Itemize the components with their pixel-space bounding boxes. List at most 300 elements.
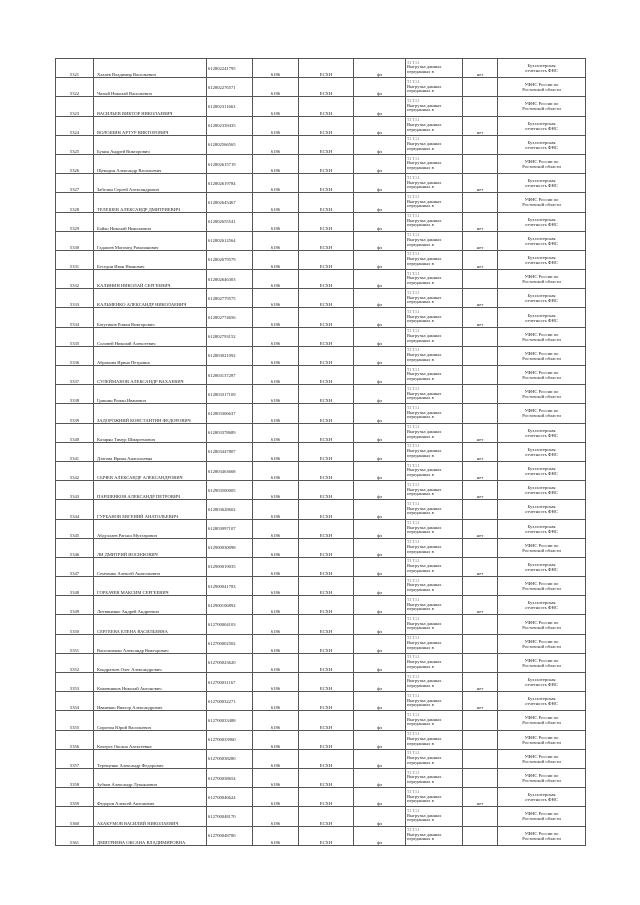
table-row	[56, 461, 586, 480]
status-cell: нет	[463, 174, 498, 193]
authority-line-2: отчетность ФНС	[525, 125, 558, 131]
authority-cell	[498, 519, 586, 538]
authority-cell	[498, 557, 586, 576]
document-header: Т.1 Т.1.1	[407, 137, 420, 142]
table-row	[56, 692, 586, 711]
document-cell	[406, 289, 463, 308]
authority-line-1: УФНС России по	[524, 370, 559, 376]
table-row	[56, 519, 586, 538]
authority-line-1: УФНС России по	[524, 773, 559, 779]
authority-cell	[498, 193, 586, 212]
tax-type-cell: ЕСХН	[299, 461, 354, 480]
row-number: 5332	[56, 270, 94, 289]
person-name: Литвиненко Андрей Андреевич	[94, 596, 207, 615]
status-cell	[463, 97, 498, 116]
document-cell	[406, 59, 463, 78]
table-row	[56, 250, 586, 269]
tax-type-cell: ЕСХН	[299, 577, 354, 596]
authority-line-1: УФНС России по	[524, 753, 559, 759]
authority-line-2: отчетность ФНС	[525, 144, 558, 150]
document-header: Т.1 Т.1.1	[407, 808, 420, 813]
registry-table	[55, 58, 586, 846]
authority-line-1: Бухгалтерская	[527, 523, 556, 529]
document-cell	[406, 788, 463, 807]
row-number: 5339	[56, 404, 94, 423]
authority-cell	[498, 97, 586, 116]
person-type-cell: фл	[354, 634, 406, 653]
table-row	[56, 193, 586, 212]
document-header: Т.1 Т.1.1	[407, 463, 420, 468]
document-cell	[406, 78, 463, 97]
tax-type-cell: ЕСХН	[299, 442, 354, 461]
person-type-cell: фл	[354, 519, 406, 538]
authority-cell	[498, 174, 586, 193]
tax-type-cell: ЕСХН	[299, 788, 354, 807]
person-name: ГОРБАЧЕВ МАКСИМ СЕРГЕЕВИЧ	[94, 577, 207, 596]
authority-line-1: Бухгалтерская	[527, 216, 556, 222]
inn-number: 612803463668	[207, 461, 253, 480]
row-number: 5346	[56, 538, 94, 557]
row-number: 5361	[56, 826, 94, 845]
authority-line-1: УФНС России по	[524, 274, 559, 280]
row-number: 5328	[56, 193, 94, 212]
table-row	[56, 577, 586, 596]
document-header: Т.1 Т.1.1	[407, 367, 420, 372]
code-cell: 6186	[253, 826, 299, 845]
row-number: 5349	[56, 596, 94, 615]
document-cell	[406, 250, 463, 269]
authority-line-2: отчетность ФНС	[525, 432, 558, 438]
person-type-cell: фл	[354, 366, 406, 385]
document-line-2: переданных в	[407, 510, 434, 516]
authority-cell	[498, 346, 586, 365]
authority-line-2: Ростовской области	[522, 816, 561, 822]
status-cell: нет	[463, 788, 498, 807]
document-cell	[406, 385, 463, 404]
document-line-1: Выгрузка данных	[407, 409, 442, 415]
person-type-cell: фл	[354, 615, 406, 634]
tax-type-cell: ЕСХН	[299, 615, 354, 634]
authority-cell	[498, 768, 586, 787]
document-line-1: Выгрузка данных	[407, 448, 442, 454]
status-cell: нет	[463, 308, 498, 327]
authority-cell	[498, 385, 586, 404]
status-cell: нет	[463, 116, 498, 135]
authority-line-2: отчетность ФНС	[525, 317, 558, 323]
authority-line-2: отчетность ФНС	[525, 509, 558, 515]
status-cell	[463, 366, 498, 385]
person-name: Васильченко Александр Викторович	[94, 634, 207, 653]
table-row	[56, 807, 586, 826]
inn-number: 612700038280	[207, 749, 253, 768]
document-line-2: переданных в	[407, 88, 434, 94]
person-type-cell: фл	[354, 442, 406, 461]
status-cell: нет	[463, 557, 498, 576]
tax-type-cell: ЕСХН	[299, 596, 354, 615]
status-cell: нет	[463, 250, 498, 269]
document-line-1: Выгрузка данных	[407, 678, 442, 684]
document-line-1: Выгрузка данных	[407, 352, 442, 358]
document-cell	[406, 749, 463, 768]
row-number: 5351	[56, 634, 94, 653]
authority-cell	[498, 481, 586, 500]
person-type-cell: фл	[354, 346, 406, 365]
document-header: Т.1 Т.1.1	[407, 770, 420, 775]
row-number: 5331	[56, 250, 94, 269]
document-line-2: переданных в	[407, 299, 434, 305]
authority-line-1: Бухгалтерская	[527, 63, 556, 69]
tax-type-cell: ЕСХН	[299, 481, 354, 500]
person-type-cell: фл	[354, 461, 406, 480]
authority-line-1: Бухгалтерская	[527, 504, 556, 510]
status-cell: нет	[463, 596, 498, 615]
document-line-2: переданных в	[407, 778, 434, 784]
registry-sheet	[55, 58, 585, 846]
row-number: 5355	[56, 711, 94, 730]
authority-line-2: отчетность ФНС	[525, 566, 558, 572]
code-cell: 6186	[253, 461, 299, 480]
table-row	[56, 826, 586, 845]
document-line-1: Выгрузка данных	[407, 390, 442, 396]
row-number: 5340	[56, 423, 94, 442]
person-type-cell: фл	[354, 577, 406, 596]
table-row	[56, 212, 586, 231]
document-line-1: Выгрузка данных	[407, 428, 442, 434]
person-name: Абдуллаев Рагыш Мухтарович	[94, 519, 207, 538]
document-header: Т.1 Т.1.1	[407, 290, 420, 295]
authority-line-1: Бухгалтерская	[527, 485, 556, 491]
document-header: Т.1 Т.1.1	[407, 348, 420, 353]
document-header: Т.1 Т.1.1	[407, 175, 420, 180]
document-line-2: переданных в	[407, 414, 434, 420]
authority-line-2: Ростовской области	[522, 355, 561, 361]
document-cell	[406, 97, 463, 116]
person-name: КАЛЬМЕНКО АЛЕКСАНДР НИКОЛАЕВИЧ	[94, 289, 207, 308]
person-name: Кожевников Николай Антонович	[94, 673, 207, 692]
row-number: 5333	[56, 289, 94, 308]
code-cell: 6186	[253, 385, 299, 404]
document-line-1: Выгрузка данных	[407, 64, 442, 70]
code-cell: 6186	[253, 807, 299, 826]
authority-line-1: Бухгалтерская	[527, 312, 556, 318]
code-cell: 6186	[253, 174, 299, 193]
authority-cell	[498, 634, 586, 653]
document-header: Т.1 Т.1.1	[407, 789, 420, 794]
table-row	[56, 481, 586, 500]
person-name: Гришин Роман Иванович	[94, 385, 207, 404]
status-cell: нет	[463, 692, 498, 711]
document-cell	[406, 826, 463, 845]
document-line-1: Выгрузка данных	[407, 83, 442, 89]
authority-line-2: отчетность ФНС	[525, 797, 558, 803]
code-cell: 6186	[253, 615, 299, 634]
row-number: 5344	[56, 500, 94, 519]
authority-cell	[498, 596, 586, 615]
authority-cell	[498, 423, 586, 442]
person-name: ПАРШЕНКОВ АЛЕКСАНДР ПЕТРОВИЧ	[94, 481, 207, 500]
inn-number: 612803306637	[207, 404, 253, 423]
document-line-2: переданных в	[407, 68, 434, 74]
row-number: 5348	[56, 577, 94, 596]
inn-number: 612700023620	[207, 653, 253, 672]
document-line-2: переданных в	[407, 337, 434, 343]
document-header: Т.1 Т.1.1	[407, 444, 420, 449]
tax-type-cell: ЕСХН	[299, 730, 354, 749]
tax-type-cell: ЕСХН	[299, 327, 354, 346]
document-line-2: переданных в	[407, 682, 434, 688]
table-row	[56, 404, 586, 423]
person-name: ЗАДОРОЖНИЙ КОНСТАНТИН ФЕДОРОВИЧ	[94, 404, 207, 423]
table-row	[56, 557, 586, 576]
status-cell	[463, 404, 498, 423]
document-cell	[406, 154, 463, 173]
row-number: 5334	[56, 308, 94, 327]
inn-number: 612802793152	[207, 327, 253, 346]
person-name: СЕРГЕЕВА ЕЛЕНА ВАСИЛЬЕВНА	[94, 615, 207, 634]
authority-cell	[498, 59, 586, 78]
authority-line-1: УФНС России по	[524, 715, 559, 721]
document-line-2: переданных в	[407, 721, 434, 727]
tax-type-cell: ЕСХН	[299, 174, 354, 193]
person-name: Зубков Александр Лукьянович	[94, 768, 207, 787]
tax-type-cell: ЕСХН	[299, 212, 354, 231]
person-type-cell: фл	[354, 673, 406, 692]
document-cell	[406, 615, 463, 634]
authority-line-2: Ростовской области	[522, 106, 561, 112]
row-number: 5324	[56, 116, 94, 135]
person-type-cell: фл	[354, 135, 406, 154]
authority-line-1: Бухгалтерская	[527, 120, 556, 126]
person-type-cell: фл	[354, 768, 406, 787]
row-number: 5343	[56, 481, 94, 500]
authority-line-1: Бухгалтерская	[527, 696, 556, 702]
authority-line-2: Ростовской области	[522, 87, 561, 93]
inn-number: 612700031167	[207, 673, 253, 692]
row-number: 5358	[56, 768, 94, 787]
document-line-2: переданных в	[407, 375, 434, 381]
document-header: Т.1 Т.1.1	[407, 482, 420, 487]
authority-line-2: Ростовской области	[522, 739, 561, 745]
tax-type-cell: ЕСХН	[299, 78, 354, 97]
inn-number: 612803021092	[207, 346, 253, 365]
row-number: 5335	[56, 327, 94, 346]
document-header: Т.1 Т.1.1	[407, 828, 420, 833]
authority-line-2: Ростовской области	[522, 394, 561, 400]
document-line-2: переданных в	[407, 126, 434, 132]
document-line-1: Выгрузка данных	[407, 102, 442, 108]
person-type-cell: фл	[354, 231, 406, 250]
row-number: 5360	[56, 807, 94, 826]
table-row	[56, 500, 586, 519]
inn-number: 612802646303	[207, 270, 253, 289]
table-row	[56, 308, 586, 327]
document-header: Т.1 Т.1.1	[407, 271, 420, 276]
document-header: Т.1 Т.1.1	[407, 655, 420, 660]
status-cell	[463, 826, 498, 845]
tax-type-cell: ЕСХН	[299, 749, 354, 768]
document-line-2: переданных в	[407, 184, 434, 190]
authority-line-1: УФНС России по	[524, 830, 559, 836]
row-number: 5354	[56, 692, 94, 711]
authority-cell	[498, 231, 586, 250]
code-cell: 6186	[253, 154, 299, 173]
person-type-cell: фл	[354, 250, 406, 269]
table-row	[56, 768, 586, 787]
authority-line-1: УФНС России по	[524, 811, 559, 817]
authority-line-1: Бухгалтерская	[527, 561, 556, 567]
status-cell	[463, 653, 498, 672]
table-row	[56, 174, 586, 193]
document-cell	[406, 596, 463, 615]
tax-type-cell: ЕСХН	[299, 653, 354, 672]
document-cell	[406, 442, 463, 461]
authority-cell	[498, 692, 586, 711]
tax-type-cell: ЕСХН	[299, 768, 354, 787]
document-line-1: Выгрузка данных	[407, 831, 442, 837]
document-line-2: переданных в	[407, 567, 434, 573]
status-cell	[463, 135, 498, 154]
authority-line-2: отчетность ФНС	[525, 471, 558, 477]
authority-cell	[498, 711, 586, 730]
inn-number: 612700048780	[207, 826, 253, 845]
document-header: Т.1 Т.1.1	[407, 751, 420, 756]
status-cell	[463, 768, 498, 787]
person-type-cell: фл	[354, 174, 406, 193]
document-line-2: переданных в	[407, 548, 434, 554]
document-header: Т.1 Т.1.1	[407, 521, 420, 526]
document-cell	[406, 461, 463, 480]
status-cell: нет	[463, 212, 498, 231]
tax-type-cell: ЕСХН	[299, 826, 354, 845]
person-type-cell: фл	[354, 749, 406, 768]
authority-line-2: отчетность ФНС	[525, 240, 558, 246]
person-name: Соловей Николай Алексеевич	[94, 327, 207, 346]
authority-cell	[498, 78, 586, 97]
person-name: Сиротин Юрий Васильевич	[94, 711, 207, 730]
authority-line-1: УФНС России по	[524, 619, 559, 625]
row-number: 5352	[56, 653, 94, 672]
tax-type-cell: ЕСХН	[299, 673, 354, 692]
table-row	[56, 289, 586, 308]
person-type-cell: фл	[354, 481, 406, 500]
person-type-cell: фл	[354, 327, 406, 346]
tax-type-cell: ЕСХН	[299, 500, 354, 519]
person-name: ГУРБАНОВ ЕВГЕНИЙ АНАТОЛЬЕВИЧ	[94, 500, 207, 519]
inn-number: 612903500005	[207, 481, 253, 500]
inn-number: 612803997107	[207, 519, 253, 538]
code-cell: 6186	[253, 442, 299, 461]
authority-line-1: УФНС России по	[524, 408, 559, 414]
authority-line-1: Бухгалтерская	[527, 254, 556, 260]
document-line-2: переданных в	[407, 740, 434, 746]
inn-number: 612802679579	[207, 250, 253, 269]
document-line-1: Выгрузка данных	[407, 294, 442, 300]
table-row	[56, 634, 586, 653]
person-name: ДМИТРИЕВА ОКСАНА ВЛАДИМИРОВНА	[94, 826, 207, 845]
authority-cell	[498, 308, 586, 327]
row-number: 5336	[56, 346, 94, 365]
inn-number: 612802339435	[207, 116, 253, 135]
person-name: Бойко Николай Николаевич	[94, 212, 207, 231]
table-row	[56, 730, 586, 749]
authority-line-1: Бухгалтерская	[527, 446, 556, 452]
tax-type-cell: ЕСХН	[299, 519, 354, 538]
authority-cell	[498, 327, 586, 346]
person-name: ТЕЛЕШЕВ АЛЕКСАНДР ДМИТРИЕВИЧ	[94, 193, 207, 212]
table-row	[56, 538, 586, 557]
tax-type-cell: ЕСХН	[299, 385, 354, 404]
tax-type-cell: ЕСХН	[299, 97, 354, 116]
person-name: СУЛЕЙМАНОВ АЛЕКСАНДР ВАХАЕВИЧ	[94, 366, 207, 385]
document-line-2: переданных в	[407, 452, 434, 458]
inn-number: 612700033960	[207, 730, 253, 749]
code-cell: 6186	[253, 423, 299, 442]
authority-line-1: УФНС России по	[524, 159, 559, 165]
document-line-2: переданных в	[407, 702, 434, 708]
person-name: Терещенко Александр Федорович	[94, 749, 207, 768]
code-cell: 6186	[253, 346, 299, 365]
person-type-cell: фл	[354, 557, 406, 576]
code-cell: 6186	[253, 711, 299, 730]
inn-number: 612900041783	[207, 577, 253, 596]
person-type-cell: фл	[354, 500, 406, 519]
code-cell: 6186	[253, 692, 299, 711]
document-header: Т.1 Т.1.1	[407, 98, 420, 103]
status-cell	[463, 615, 498, 634]
inn-number: 612802645467	[207, 193, 253, 212]
tax-type-cell: ЕСХН	[299, 289, 354, 308]
code-cell: 6186	[253, 270, 299, 289]
person-name: ВОЛОШИН АРТУР ВИКТОРОВИЧ	[94, 116, 207, 135]
authority-line-2: отчетность ФНС	[525, 605, 558, 611]
document-cell	[406, 174, 463, 193]
person-name: Кондратьев Олег Александрович	[94, 653, 207, 672]
document-line-1: Выгрузка данных	[407, 198, 442, 204]
authority-line-2: отчетность ФНС	[525, 183, 558, 189]
status-cell: нет	[463, 423, 498, 442]
table-row	[56, 423, 586, 442]
status-cell	[463, 807, 498, 826]
document-line-1: Выгрузка данных	[407, 333, 442, 339]
table-row	[56, 231, 586, 250]
row-number: 5327	[56, 174, 94, 193]
table-row	[56, 653, 586, 672]
table-row	[56, 97, 586, 116]
status-cell	[463, 193, 498, 212]
person-type-cell: фл	[354, 404, 406, 423]
authority-cell	[498, 250, 586, 269]
document-cell	[406, 366, 463, 385]
person-name: Казарян Тимур Шмаргенович	[94, 423, 207, 442]
authority-line-1: УФНС России по	[524, 82, 559, 88]
person-name: Семченко Алексей Анатольевич	[94, 557, 207, 576]
inn-number: 612700004103	[207, 615, 253, 634]
tax-type-cell: ЕСХН	[299, 346, 354, 365]
inn-number: 612803447807	[207, 442, 253, 461]
tax-type-cell: ЕСХН	[299, 557, 354, 576]
authority-line-2: Ростовской области	[522, 547, 561, 553]
inn-number: 612900106892	[207, 596, 253, 615]
table-row	[56, 385, 586, 404]
status-cell	[463, 154, 498, 173]
authority-line-2: Ростовской области	[522, 279, 561, 285]
document-cell	[406, 692, 463, 711]
authority-line-2: Ростовской области	[522, 413, 561, 419]
person-name: СЫЧЕВ АЛЕКСАНДР АЛЕКСАНДРОВИЧ	[94, 461, 207, 480]
authority-cell	[498, 461, 586, 480]
document-header: Т.1 Т.1.1	[407, 233, 420, 238]
person-type-cell: фл	[354, 308, 406, 327]
